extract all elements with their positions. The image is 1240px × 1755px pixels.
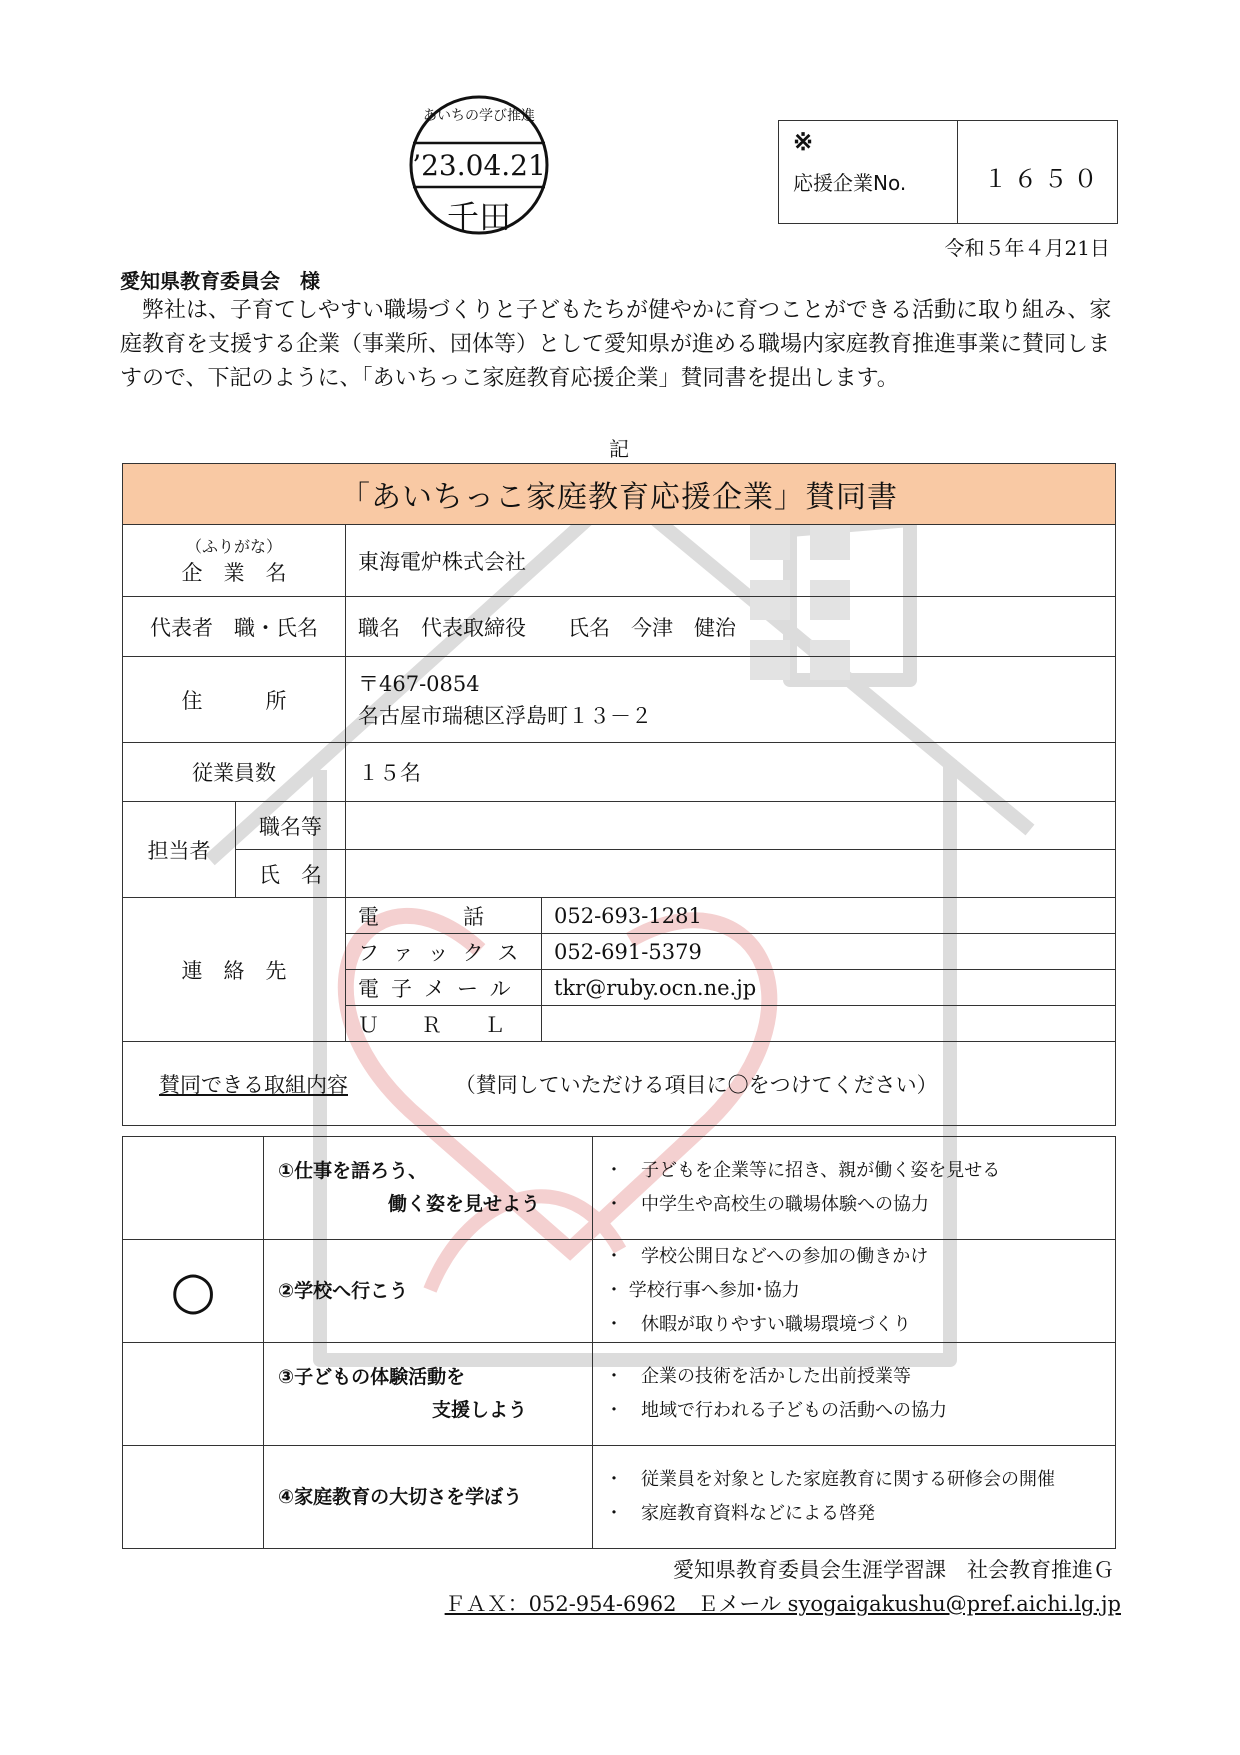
- email-value: tkr@ruby.ocn.ne.jp: [542, 970, 1116, 1006]
- activity-bullet: ・ 中学生や高校生の職場体験への協力: [605, 1194, 929, 1215]
- supporter-number-value: １６５０: [983, 165, 1104, 193]
- activity-row: [123, 1343, 1116, 1446]
- ki-marker: 記: [609, 437, 629, 461]
- activities-table: [122, 1136, 1116, 1549]
- company-value: 東海電炉株式会社: [346, 525, 1116, 597]
- contact-title-value: [346, 802, 1116, 850]
- contact-name-label: 氏 名: [236, 850, 346, 898]
- intro-paragraph: 弊社は、子育てしやすい職場づくりと子どもたちが健やかに育つことができる活動に取り組み、家庭教育を支援する企業（事業所、団体等）として愛知県が進める職場内家庭教育推進事業に賛同しますので、下記のように、「あいちっこ家庭教育応援企業」賛同書を提出します。: [120, 298, 1112, 391]
- stamp-name: 千田: [446, 198, 511, 236]
- rep-value-cell: [346, 597, 1116, 657]
- activity-mark-4[interactable]: [123, 1446, 264, 1549]
- activity-name-3b: 支援しよう: [432, 1399, 528, 1421]
- rep-name-label: 氏名: [568, 615, 610, 640]
- company-label-cell: [123, 525, 346, 597]
- url-label: Ｕ Ｒ Ｌ: [346, 1006, 542, 1042]
- supporter-number-box: [778, 120, 1118, 224]
- url-value: [542, 1006, 1116, 1042]
- employees-label: 従業員数: [123, 743, 346, 802]
- address-label: 住 所: [123, 657, 346, 743]
- rep-label: 代表者 職・氏名: [123, 597, 346, 657]
- rep-name-value: 今津 健治: [631, 615, 736, 640]
- fax-value: 052-691-5379: [542, 934, 1116, 970]
- activities-heading-cell: [123, 1042, 1116, 1126]
- contact-title-label: 職名等: [236, 802, 346, 850]
- address-value: 名古屋市瑞穂区浮島町１３－２: [358, 703, 652, 728]
- supporter-number-label: 応援企業No.: [793, 171, 907, 195]
- activity-bullet: ・ 学校行事へ参加･協力: [605, 1280, 800, 1301]
- activity-mark-1[interactable]: [123, 1137, 264, 1240]
- activity-bullet: ・ 学校公開日などへの参加の働きかけ: [605, 1246, 929, 1267]
- furigana-label: （ふりがな）: [185, 537, 282, 556]
- stamp-top-text: あいちの学び推進: [423, 108, 535, 124]
- activity-name-3a: ③子どもの体験活動を: [278, 1366, 466, 1388]
- phone-label: 電 話: [346, 898, 542, 934]
- activity-bullet: ・ 企業の技術を活かした出前授業等: [605, 1366, 911, 1387]
- company-label: 企 業 名: [181, 561, 287, 585]
- fax-label: ファックス: [346, 934, 542, 970]
- activity-bullet: ・ 子どもを企業等に招き、親が働く姿を見せる: [605, 1160, 1001, 1181]
- note-mark: ※: [793, 127, 814, 156]
- activity-mark-3[interactable]: [123, 1343, 264, 1446]
- activity-name-1b: 働く姿を見せよう: [388, 1193, 541, 1215]
- activities-note: （賛同していただける項目に〇をつけてください）: [454, 1072, 938, 1097]
- activity-name-1a: ①仕事を語ろう、: [278, 1160, 428, 1182]
- activity-bullet: ・ 地域で行われる子どもの活動への協力: [605, 1400, 947, 1421]
- activity-name-4a: ④家庭教育の大切さを学ぼう: [278, 1485, 523, 1508]
- form-title: 「あいちっこ家庭教育応援企業」賛同書: [123, 464, 1116, 525]
- endorsement-form: [122, 463, 1116, 1126]
- rep-title-value: 代表取締役: [421, 615, 526, 640]
- footer-contact: ＦＡＸ：052-954-6962 Ｅメール syogaigakushu@pref.aichi.lg.jp: [444, 1592, 1121, 1616]
- activities-heading: 賛同できる取組内容: [159, 1072, 348, 1097]
- activity-bullet: ・ 従業員を対象とした家庭教育に関する研修会の開催: [605, 1469, 1055, 1490]
- contact-name-value: [346, 850, 1116, 898]
- activity-bullet: ・ 休暇が取りやすい職場環境づくり: [605, 1314, 911, 1335]
- contact-person-label: 担当者: [123, 802, 236, 898]
- date-stamp: [400, 95, 558, 235]
- stamp-date: ’23.04.21: [412, 149, 546, 182]
- activity-mark-2[interactable]: ○: [123, 1240, 264, 1343]
- email-label: 電子メール: [346, 970, 542, 1006]
- activity-bullet: ・ 家庭教育資料などによる啓発: [605, 1503, 875, 1524]
- rep-title-label: 職名: [358, 615, 400, 640]
- phone-value: 052-693-1281: [542, 898, 1116, 934]
- activity-row: [123, 1240, 1116, 1343]
- document-date: 令和５年４月21日: [944, 236, 1110, 260]
- activity-row: [123, 1446, 1116, 1549]
- activity-row: [123, 1137, 1116, 1240]
- address-value-cell: [346, 657, 1116, 743]
- employees-value: １５名: [346, 743, 1116, 802]
- addressee: 愛知県教育委員会 様: [120, 269, 320, 293]
- activity-name-2a: ②学校へ行こう: [278, 1279, 409, 1302]
- postal-code: 〒467-0854: [358, 671, 480, 696]
- contact-label: 連 絡 先: [123, 898, 346, 1042]
- footer-department: 愛知県教育委員会生涯学習課 社会教育推進Ｇ: [673, 1558, 1114, 1582]
